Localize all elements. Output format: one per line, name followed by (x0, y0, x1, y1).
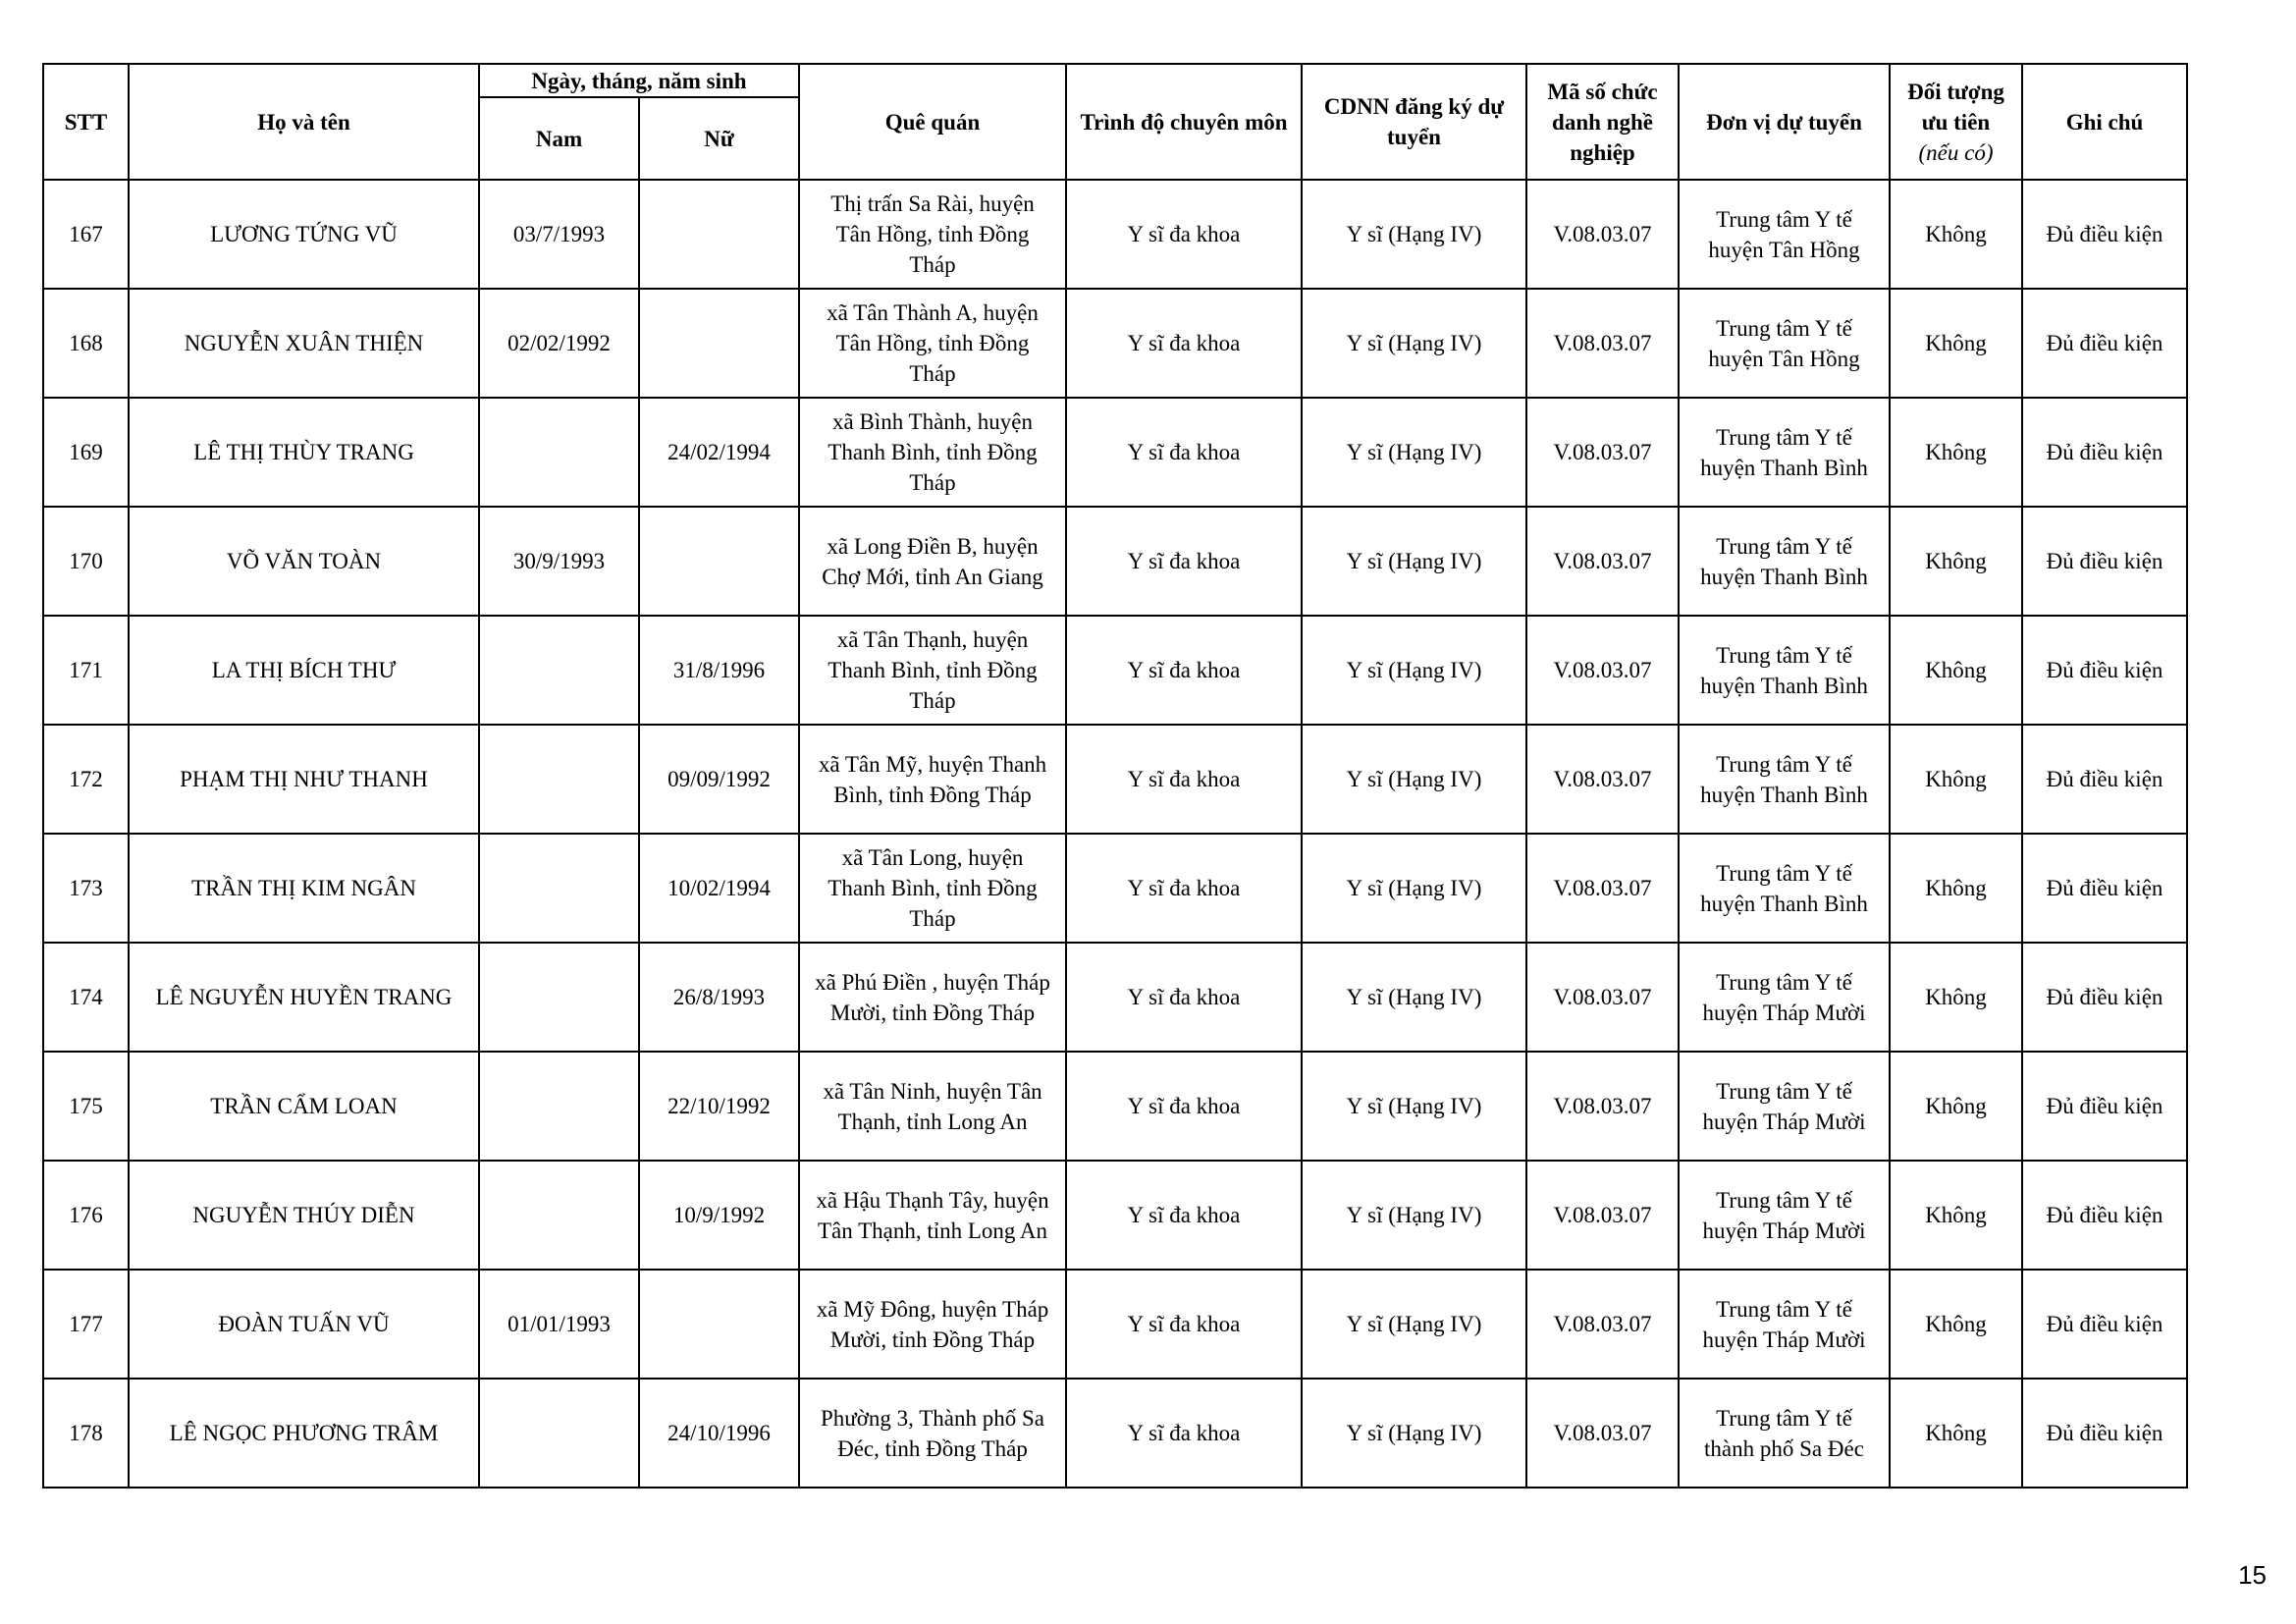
cell-stt: 173 (43, 834, 129, 943)
cell-qualification: Y sĩ đa khoa (1066, 1379, 1302, 1488)
cell-cdnn: Y sĩ (Hạng IV) (1302, 834, 1526, 943)
cell-stt: 169 (43, 398, 129, 507)
cell-unit-line: Trung tâm Y tế (1716, 860, 1852, 886)
cell-dob-male (479, 1161, 639, 1270)
cell-hometown-line: Mười, tỉnh Đồng Tháp (829, 1326, 1036, 1352)
cell-code: V.08.03.07 (1526, 834, 1679, 943)
cell-hometown (799, 507, 1066, 616)
table-row (43, 289, 2187, 398)
cell-qualification: Y sĩ đa khoa (1066, 616, 1302, 725)
header-priority-note: (nếu có) (1918, 139, 1994, 165)
cell-qualification: Y sĩ đa khoa (1066, 725, 1302, 834)
table-row (43, 1161, 2187, 1270)
cell-code: V.08.03.07 (1526, 1052, 1679, 1161)
cell-hometown-line: xã Bình Thành, huyện (832, 409, 1033, 434)
cell-name: ĐOÀN TUẤN VŨ (129, 1270, 479, 1379)
cell-hometown-line: Thạnh, tỉnh Long An (837, 1109, 1028, 1134)
cell-unit-line: huyện Tân Hồng (1708, 346, 1860, 371)
cell-hometown (799, 1379, 1066, 1488)
cell-unit-line: huyện Thanh Bình (1700, 564, 1868, 589)
cell-name: TRẦN THỊ KIM NGÂN (129, 834, 479, 943)
cell-hometown (799, 1052, 1066, 1161)
cell-code: V.08.03.07 (1526, 289, 1679, 398)
cell-hometown-line: Tháp (909, 906, 956, 931)
cell-note: Đủ điều kiện (2022, 1161, 2187, 1270)
cell-dob-female: 10/9/1992 (639, 1161, 799, 1270)
cell-unit-line: Trung tâm Y tế (1716, 642, 1852, 668)
cell-dob-male: 03/7/1993 (479, 180, 639, 289)
cell-unit-line: Trung tâm Y tế (1716, 315, 1852, 341)
cell-stt: 167 (43, 180, 129, 289)
cell-cdnn: Y sĩ (Hạng IV) (1302, 1161, 1526, 1270)
cell-priority: Không (1890, 943, 2022, 1052)
header-dob-male: Nam (479, 97, 639, 180)
cell-note: Đủ điều kiện (2022, 180, 2187, 289)
cell-dob-female: 09/09/1992 (639, 725, 799, 834)
cell-unit-line: huyện Thanh Bình (1700, 782, 1868, 807)
header-unit: Đơn vị dự tuyển (1679, 64, 1890, 180)
cell-cdnn: Y sĩ (Hạng IV) (1302, 1270, 1526, 1379)
cell-qualification: Y sĩ đa khoa (1066, 507, 1302, 616)
cell-cdnn: Y sĩ (Hạng IV) (1302, 943, 1526, 1052)
cell-note: Đủ điều kiện (2022, 398, 2187, 507)
cell-note: Đủ điều kiện (2022, 1052, 2187, 1161)
cell-hometown-line: xã Tân Mỹ, huyện Thanh (818, 751, 1047, 777)
cell-hometown-line: xã Tân Long, huyện (841, 845, 1024, 870)
cell-dob-male (479, 943, 639, 1052)
cell-unit (1679, 834, 1890, 943)
cell-priority: Không (1890, 1052, 2022, 1161)
cell-priority: Không (1890, 1161, 2022, 1270)
cell-dob-female: 26/8/1993 (639, 943, 799, 1052)
header-qualification: Trình độ chuyên môn (1066, 64, 1302, 180)
cell-stt: 174 (43, 943, 129, 1052)
cell-dob-male: 02/02/1992 (479, 289, 639, 398)
cell-dob-male (479, 1052, 639, 1161)
header-priority-line1: Đối tượng (1907, 79, 2004, 104)
cell-unit-line: Trung tâm Y tế (1716, 969, 1852, 995)
cell-hometown (799, 180, 1066, 289)
header-dob-female: Nữ (639, 97, 799, 180)
cell-cdnn: Y sĩ (Hạng IV) (1302, 398, 1526, 507)
cell-hometown-line: Thanh Bình, tỉnh Đồng (828, 440, 1038, 464)
cell-name: LƯƠNG TỨNG VŨ (129, 180, 479, 289)
cell-hometown-line: xã Tân Thạnh, huyện (836, 627, 1029, 652)
cell-hometown-line: Bình, tỉnh Đồng Tháp (833, 782, 1032, 807)
cell-dob-male (479, 398, 639, 507)
cell-unit-line: huyện Thanh Bình (1700, 891, 1868, 916)
table-row (43, 1052, 2187, 1161)
cell-unit (1679, 725, 1890, 834)
cell-stt: 170 (43, 507, 129, 616)
cell-priority: Không (1890, 725, 2022, 834)
header-hometown: Quê quán (799, 64, 1066, 180)
cell-note: Đủ điều kiện (2022, 1270, 2187, 1379)
cell-unit-line: Trung tâm Y tế (1716, 1296, 1852, 1322)
cell-name: LÊ NGỌC PHƯƠNG TRÂM (129, 1379, 479, 1488)
cell-dob-male: 30/9/1993 (479, 507, 639, 616)
header-priority-line2: ưu tiên (1921, 109, 1991, 135)
cell-unit-line: Trung tâm Y tế (1716, 206, 1852, 232)
header-priority (1890, 64, 2022, 180)
cell-hometown-line: Tháp (909, 252, 956, 277)
cell-unit (1679, 507, 1890, 616)
cell-unit-line: thành phố Sa Đéc (1704, 1435, 1864, 1461)
header-code (1526, 64, 1679, 180)
cell-cdnn: Y sĩ (Hạng IV) (1302, 1379, 1526, 1488)
cell-unit (1679, 1052, 1890, 1161)
table-row (43, 616, 2187, 725)
cell-qualification: Y sĩ đa khoa (1066, 943, 1302, 1052)
table-row (43, 180, 2187, 289)
header-note: Ghi chú (2022, 64, 2187, 180)
cell-unit-line: Trung tâm Y tế (1716, 1405, 1852, 1431)
cell-qualification: Y sĩ đa khoa (1066, 834, 1302, 943)
table-row (43, 1379, 2187, 1488)
cell-dob-male (479, 1379, 639, 1488)
cell-stt: 172 (43, 725, 129, 834)
cell-hometown-line: Tân Hồng, tỉnh Đồng (835, 222, 1030, 246)
cell-name: NGUYỄN THÚY DIỄN (129, 1161, 479, 1270)
cell-dob-male (479, 834, 639, 943)
cell-unit (1679, 1161, 1890, 1270)
cell-stt: 168 (43, 289, 129, 398)
cell-code: V.08.03.07 (1526, 1270, 1679, 1379)
header-cdnn (1302, 64, 1526, 180)
cell-dob-female (639, 1270, 799, 1379)
cell-hometown (799, 616, 1066, 725)
cell-cdnn: Y sĩ (Hạng IV) (1302, 725, 1526, 834)
cell-stt: 175 (43, 1052, 129, 1161)
cell-unit (1679, 1270, 1890, 1379)
cell-dob-female (639, 507, 799, 616)
cell-name: TRẦN CẨM LOAN (129, 1052, 479, 1161)
cell-unit-line: huyện Tháp Mười (1702, 1218, 1866, 1243)
cell-unit-line: huyện Tháp Mười (1702, 1326, 1866, 1352)
cell-hometown-line: Tháp (909, 470, 956, 495)
cell-note: Đủ điều kiện (2022, 507, 2187, 616)
cell-hometown (799, 1270, 1066, 1379)
cell-hometown (799, 1161, 1066, 1270)
cell-hometown-line: Thị trấn Sa Rài, huyện (830, 191, 1035, 216)
cell-code: V.08.03.07 (1526, 1379, 1679, 1488)
cell-priority: Không (1890, 616, 2022, 725)
table-row (43, 834, 2187, 943)
cell-unit-line: huyện Thanh Bình (1700, 673, 1868, 698)
cell-unit-line: Trung tâm Y tế (1716, 424, 1852, 450)
cell-hometown-line: Tân Thạnh, tỉnh Long An (817, 1218, 1048, 1243)
cell-stt: 177 (43, 1270, 129, 1379)
table-header (43, 64, 2187, 180)
cell-hometown (799, 398, 1066, 507)
cell-unit-line: huyện Tân Hồng (1708, 237, 1860, 262)
table-row (43, 943, 2187, 1052)
cell-unit-line: Trung tâm Y tế (1716, 751, 1852, 777)
cell-note: Đủ điều kiện (2022, 289, 2187, 398)
cell-note: Đủ điều kiện (2022, 943, 2187, 1052)
cell-dob-female: 10/02/1994 (639, 834, 799, 943)
cell-hometown-line: xã Hậu Thạnh Tây, huyện (816, 1187, 1049, 1213)
table-row (43, 725, 2187, 834)
cell-stt: 176 (43, 1161, 129, 1270)
cell-unit (1679, 398, 1890, 507)
cell-hometown-line: xã Phú Điền , huyện Tháp (815, 969, 1050, 995)
cell-name: VÕ VĂN TOÀN (129, 507, 479, 616)
cell-hometown-line: Thanh Bình, tỉnh Đồng (828, 658, 1038, 682)
cell-hometown-line: Tháp (909, 361, 956, 386)
header-code-line2: danh nghề (1552, 109, 1653, 135)
cell-priority: Không (1890, 1379, 2022, 1488)
cell-cdnn: Y sĩ (Hạng IV) (1302, 1052, 1526, 1161)
cell-priority: Không (1890, 398, 2022, 507)
header-code-line1: Mã số chức (1547, 79, 1658, 104)
cell-hometown-line: Chợ Mới, tỉnh An Giang (822, 564, 1043, 589)
header-stt: STT (43, 64, 129, 180)
cell-qualification: Y sĩ đa khoa (1066, 289, 1302, 398)
cell-code: V.08.03.07 (1526, 507, 1679, 616)
cell-priority: Không (1890, 507, 2022, 616)
cell-dob-female: 24/10/1996 (639, 1379, 799, 1488)
cell-hometown-line: Tháp (909, 688, 956, 713)
cell-hometown-line: Đéc, tỉnh Đồng Tháp (837, 1435, 1028, 1461)
cell-unit (1679, 289, 1890, 398)
cell-stt: 178 (43, 1379, 129, 1488)
cell-qualification: Y sĩ đa khoa (1066, 398, 1302, 507)
header-dob-group: Ngày, tháng, năm sinh (479, 64, 799, 97)
cell-hometown-line: Tân Hồng, tỉnh Đồng (835, 331, 1030, 355)
table-row (43, 398, 2187, 507)
cell-qualification: Y sĩ đa khoa (1066, 180, 1302, 289)
cell-code: V.08.03.07 (1526, 398, 1679, 507)
cell-code: V.08.03.07 (1526, 180, 1679, 289)
cell-unit (1679, 1379, 1890, 1488)
cell-unit (1679, 180, 1890, 289)
cell-unit-line: huyện Tháp Mười (1702, 1109, 1866, 1134)
cell-note: Đủ điều kiện (2022, 834, 2187, 943)
cell-unit-line: Trung tâm Y tế (1716, 1187, 1852, 1213)
cell-hometown-line: xã Tân Ninh, huyện Tân (823, 1078, 1042, 1104)
cell-note: Đủ điều kiện (2022, 616, 2187, 725)
header-cdnn-line1: CDNN đăng ký dự (1323, 94, 1505, 119)
cell-dob-female (639, 289, 799, 398)
cell-dob-male: 01/01/1993 (479, 1270, 639, 1379)
cell-unit-line: huyện Tháp Mười (1702, 1000, 1866, 1025)
cell-qualification: Y sĩ đa khoa (1066, 1270, 1302, 1379)
cell-hometown-line: xã Long Điền B, huyện (827, 533, 1039, 559)
cell-unit-line: Trung tâm Y tế (1716, 533, 1852, 559)
cell-hometown-line: xã Tân Thành A, huyện (827, 300, 1039, 325)
cell-hometown (799, 725, 1066, 834)
cell-dob-female: 24/02/1994 (639, 398, 799, 507)
cell-unit (1679, 943, 1890, 1052)
cell-priority: Không (1890, 834, 2022, 943)
cell-cdnn: Y sĩ (Hạng IV) (1302, 507, 1526, 616)
cell-code: V.08.03.07 (1526, 1161, 1679, 1270)
cell-priority: Không (1890, 289, 2022, 398)
cell-name: PHẠM THỊ NHƯ THANH (129, 725, 479, 834)
cell-hometown-line: Thanh Bình, tỉnh Đồng (828, 876, 1038, 900)
cell-stt: 171 (43, 616, 129, 725)
cell-name: NGUYỄN XUÂN THIỆN (129, 289, 479, 398)
cell-name: LA THỊ BÍCH THƯ (129, 616, 479, 725)
cell-hometown (799, 943, 1066, 1052)
cell-cdnn: Y sĩ (Hạng IV) (1302, 180, 1526, 289)
cell-cdnn: Y sĩ (Hạng IV) (1302, 616, 1526, 725)
cell-unit-line: huyện Thanh Bình (1700, 455, 1868, 480)
cell-qualification: Y sĩ đa khoa (1066, 1052, 1302, 1161)
header-cdnn-line2: tuyển (1387, 125, 1441, 149)
header-code-line3: nghiệp (1570, 139, 1635, 165)
cell-hometown-line: Phường 3, Thành phố Sa (820, 1405, 1044, 1431)
cell-dob-male (479, 725, 639, 834)
cell-dob-female: 31/8/1996 (639, 616, 799, 725)
cell-priority: Không (1890, 1270, 2022, 1379)
cell-code: V.08.03.07 (1526, 943, 1679, 1052)
cell-dob-female (639, 180, 799, 289)
page-number: 15 (2238, 1560, 2267, 1590)
table-row (43, 507, 2187, 616)
cell-cdnn: Y sĩ (Hạng IV) (1302, 289, 1526, 398)
cell-note: Đủ điều kiện (2022, 725, 2187, 834)
cell-hometown-line: Mười, tỉnh Đồng Tháp (829, 1000, 1036, 1025)
cell-hometown-line: xã Mỹ Đông, huyện Tháp (816, 1296, 1049, 1322)
cell-code: V.08.03.07 (1526, 725, 1679, 834)
cell-unit (1679, 616, 1890, 725)
cell-name: LÊ NGUYỄN HUYỀN TRANG (129, 943, 479, 1052)
cell-hometown (799, 834, 1066, 943)
cell-dob-male (479, 616, 639, 725)
cell-dob-female: 22/10/1992 (639, 1052, 799, 1161)
cell-unit-line: Trung tâm Y tế (1716, 1078, 1852, 1104)
header-name: Họ và tên (129, 64, 479, 180)
cell-code: V.08.03.07 (1526, 616, 1679, 725)
cell-priority: Không (1890, 180, 2022, 289)
cell-hometown (799, 289, 1066, 398)
cell-qualification: Y sĩ đa khoa (1066, 1161, 1302, 1270)
candidate-table (42, 63, 2188, 1489)
table-row (43, 1270, 2187, 1379)
cell-name: LÊ THỊ THÙY TRANG (129, 398, 479, 507)
cell-note: Đủ điều kiện (2022, 1379, 2187, 1488)
table-body (43, 180, 2187, 1488)
